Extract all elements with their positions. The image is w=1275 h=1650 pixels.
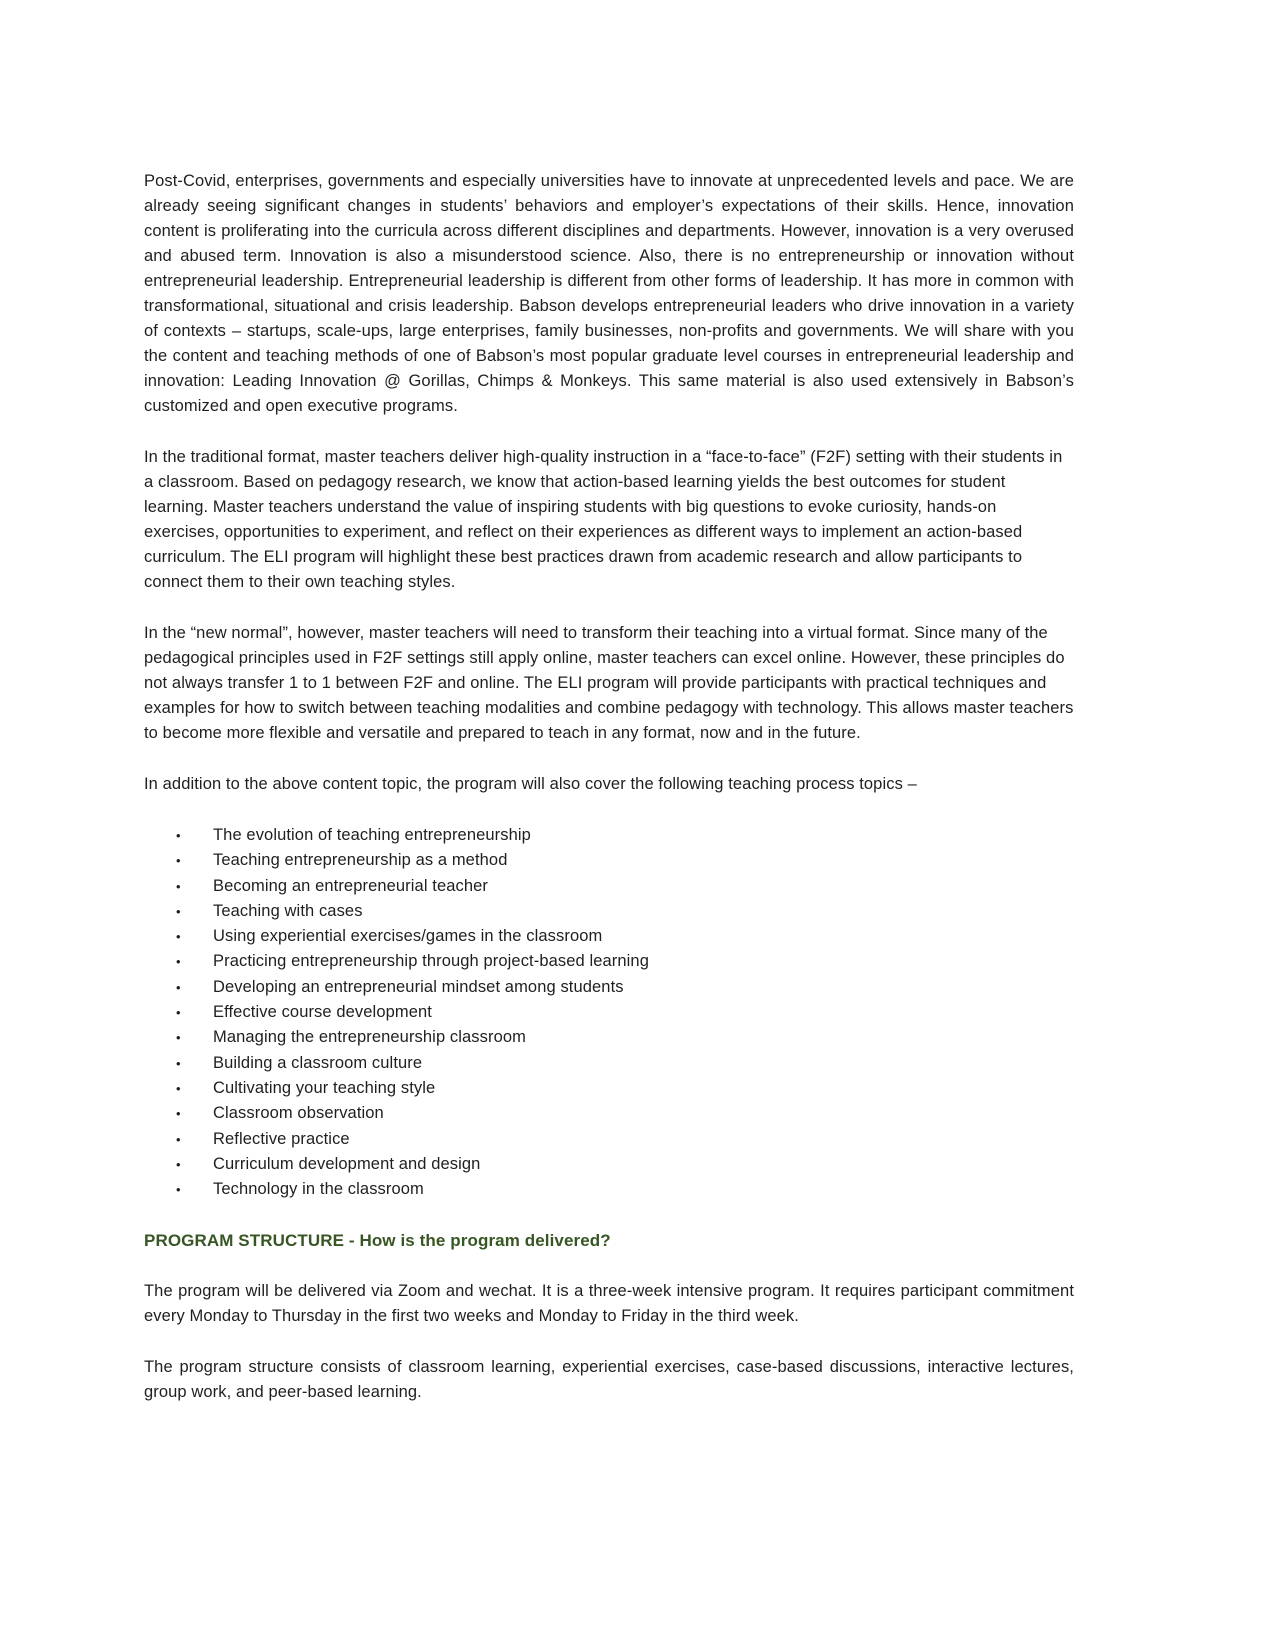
paragraph-traditional-format: In the traditional format, master teachers deliver high-quality instruction in a “face-to-face” (F2F) setting with their students in a classroom. Based on pedagogy research, we know that action-based learning yields the best outcomes for student learning. Master teachers understand the value of inspiring students with big questions to evoke curiosity, hands-on exercises, opportunities to experiment, and reflect on their experiences as different ways to implement an action-based curriculum. The ELI program will highlight these best practices drawn from academic research and allow participants to connect them to their own teaching styles. bbox=[144, 448, 1063, 591]
list-item-text: Teaching with cases bbox=[213, 901, 363, 920]
bullet-icon: • bbox=[176, 1055, 181, 1071]
paragraph-structure: The program structure consists of classroom learning, experiential exercises, case-based discussions, interactive lectures, group work, and peer-based learning. bbox=[144, 1358, 1074, 1402]
bullet-icon: • bbox=[176, 1156, 181, 1172]
list-item bbox=[144, 848, 1074, 873]
list-item bbox=[144, 975, 1074, 1000]
list-item bbox=[144, 1152, 1074, 1177]
list-item-text: Practicing entrepreneurship through project-based learning bbox=[213, 952, 649, 971]
bullet-icon: • bbox=[176, 954, 181, 970]
list-item bbox=[144, 1076, 1074, 1101]
bullet-icon: • bbox=[176, 1030, 181, 1046]
list-item bbox=[144, 924, 1074, 949]
list-item-text: Building a classroom culture bbox=[213, 1053, 423, 1072]
bullet-icon: • bbox=[176, 1005, 181, 1021]
list-item bbox=[144, 1051, 1074, 1076]
list-item-text: Managing the entrepreneurship classroom bbox=[213, 1028, 526, 1047]
list-item bbox=[144, 1127, 1074, 1152]
list-item-text: Effective course development bbox=[213, 1003, 432, 1022]
bullet-icon: • bbox=[176, 1106, 181, 1122]
list-item bbox=[144, 1101, 1074, 1126]
bullet-icon: • bbox=[176, 853, 181, 869]
paragraph-topics-intro: In addition to the above content topic, the program will also cover the following teaching process topics – bbox=[144, 775, 917, 793]
section-heading-program-structure: PROGRAM STRUCTURE - How is the program delivered? bbox=[144, 1231, 611, 1251]
list-item-text: The evolution of teaching entrepreneurship bbox=[213, 826, 531, 844]
bullet-icon: • bbox=[176, 828, 181, 843]
list-item bbox=[144, 949, 1074, 974]
list-item-text: Teaching entrepreneurship as a method bbox=[213, 851, 508, 870]
list-item bbox=[144, 1177, 1074, 1202]
list-item bbox=[144, 1000, 1074, 1025]
paragraph-delivery: The program will be delivered via Zoom and wechat. It is a three-week intensive program. It requires participant commitment every Monday to Thursday in the first two weeks and Monday to Friday in the third week. bbox=[144, 1282, 1074, 1326]
bullet-icon: • bbox=[176, 1131, 181, 1147]
bullet-icon: • bbox=[176, 929, 181, 945]
paragraph-intro: Post-Covid, enterprises, governments and especially universities have to innovate at unprecedented levels and pace. We are already seeing significant changes in students’ behaviors and employer’s expectations of their skills. Hence, innovation content is proliferating into the curricula across different disciplines and departments. However, innovation is a very overused and abused term. Innovation is also a misunderstood science. Also, there is no entrepreneurship or innovation without entrepreneurial leadership. Entrepreneurial leadership is different from other forms of leadership. It has more in common with transformational, situational and crisis leadership. Babson develops entrepreneurial leaders who drive innovation in a variety of contexts – startups, scale-ups, large enterprises, family businesses, non-profits and governments. We will share with you the content and teaching methods of one of Babson’s most popular graduate level courses in entrepreneurial leadership and innovation: Leading Innovation @ Gorillas, Chimps & Monkeys. This same material is also used extensively in Babson’s customized and open executive programs. bbox=[144, 172, 1074, 415]
list-item-text: Developing an entrepreneurial mindset among students bbox=[213, 977, 624, 996]
list-item-text: Becoming an entrepreneurial teacher bbox=[213, 876, 489, 895]
bullet-icon: • bbox=[176, 903, 181, 919]
list-item-text: Classroom observation bbox=[213, 1104, 384, 1123]
paragraph-new-normal: In the “new normal”, however, master teachers will need to transform their teaching into a virtual format. Since many of the pedagogical principles used in F2F settings still apply online, master teachers can excel online. However, these principles do not always transfer 1 to 1 between F2F and online. The ELI program will provide participants with practical techniques and examples for how to switch between teaching modalities and combine pedagogy with technology. This allows master teachers to become more flexible and versatile and prepared to teach in any format, now and in the future. bbox=[144, 624, 1074, 742]
list-item bbox=[144, 1025, 1074, 1050]
document-content bbox=[144, 169, 1074, 1431]
bullet-icon: • bbox=[176, 878, 181, 894]
list-item-text: Cultivating your teaching style bbox=[213, 1078, 436, 1097]
bullet-icon: • bbox=[176, 1182, 181, 1198]
list-item-text: Technology in the classroom bbox=[213, 1180, 424, 1199]
list-item-text: Using experiential exercises/games in the classroom bbox=[213, 927, 603, 946]
list-item-text: Reflective practice bbox=[213, 1129, 350, 1148]
list-item bbox=[144, 899, 1074, 924]
list-item bbox=[144, 874, 1074, 899]
teaching-topics-list bbox=[144, 823, 1074, 1202]
bullet-icon: • bbox=[176, 979, 181, 995]
bullet-icon: • bbox=[176, 1080, 181, 1096]
list-item-text: Curriculum development and design bbox=[213, 1154, 481, 1173]
list-item bbox=[144, 823, 1074, 848]
